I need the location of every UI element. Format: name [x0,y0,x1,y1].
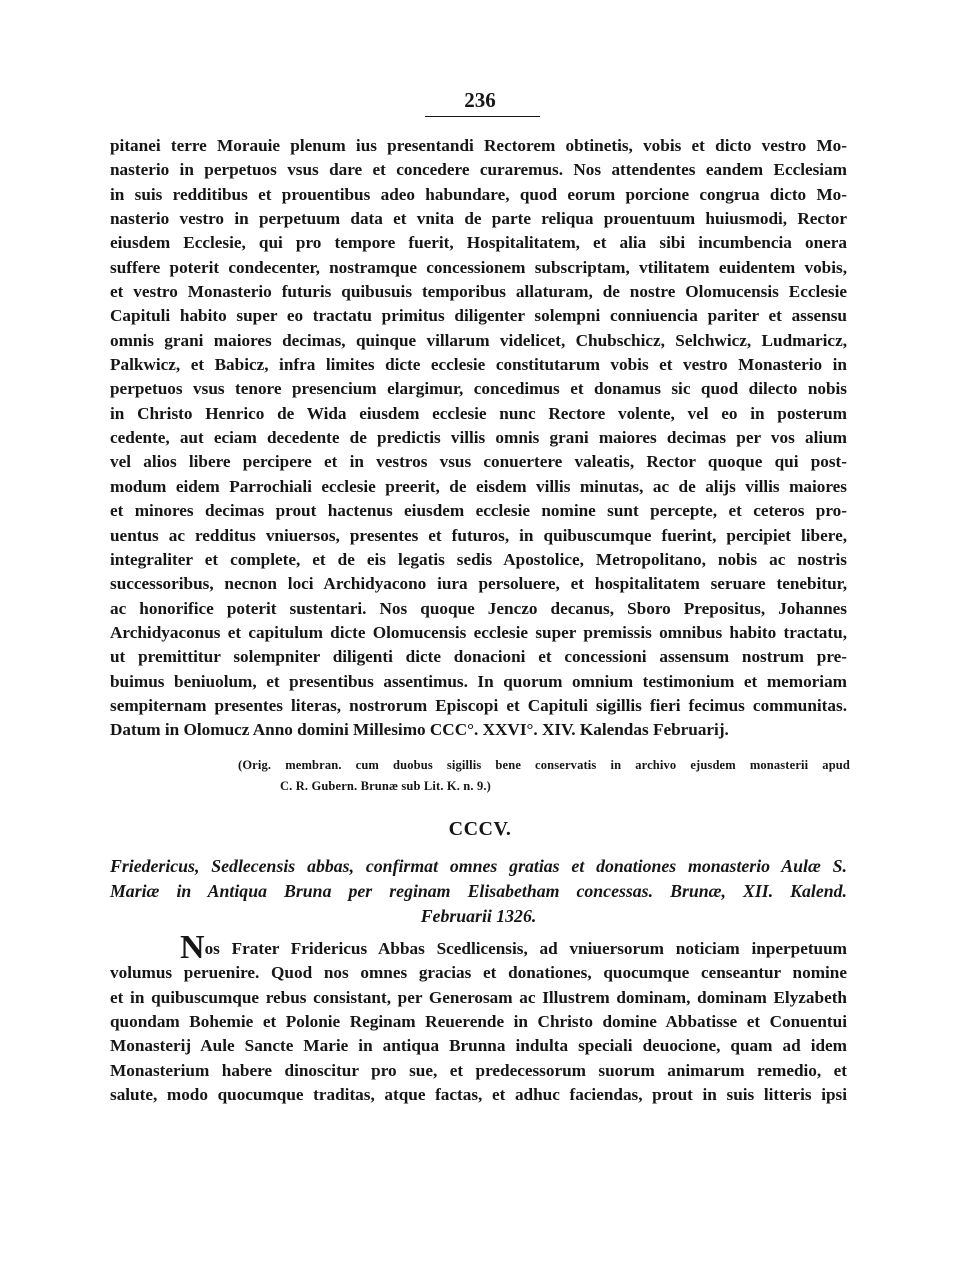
text-line: buimus beniuolum, et presentibus assentimus. In quorum omnium testimonium et memoriam [110,671,847,691]
text-line: et minores decimas prout hactenus eiusdem ecclesie nomine sunt percepte, et ceteros pro- [110,501,847,521]
document-number: CCCV. [448,818,512,840]
text-line: et in quibuscumque rebus consistant, per Generosam ac Illustrem dominam, dominam Elyzabeth [110,987,847,1007]
text-line: perpetuos vsus tenore presencium elargimur, concedimus et donamus sic quod dilecto nobis [110,379,847,399]
text-line: integraliter et complete, et de eis legatis sedis Apostolice, Metropolitano, nobis ac nostris [110,549,847,569]
text-line: in suis redditibus et prouentibus adeo habundare, quod eorum porcione congrua dicto Mo- [110,184,847,204]
text-line: eiusdem Ecclesie, qui pro tempore fuerit, Hospitalitatem, et alia sibi incumbencia onera [110,233,847,253]
text-line: quondam Bohemie et Polonie Reginam Reuerende in Christo domine Abbatisse et Conuentui [110,1012,847,1032]
heading-line: Friedericus, Sedlecensis abbas, confirmat omnes gratias et donationes monasterio Aulæ S. [110,856,847,876]
source-note-line: (Orig. membran. cum duobus sigillis bene conservatis in archivo ejusdem monasterii apud [238,758,850,772]
text-line: Monasterium habere dinoscitur pro sue, et predecessorum suorum animarum remedio, et [110,1060,847,1080]
body-first-line [110,929,847,966]
text-line: omnis grani maiores decimas, quinque villarum videlicet, Chubschicz, Selchwicz, Ludmaricz, [110,330,847,350]
text-line: et vestro Monasterio futuris quibusuis temporibus allaturam, de nostre Olomucensis Ecclesie [110,282,847,302]
text-line: modum eidem Parrochiali ecclesie preerit, de eisdem villis minutas, ac de alijs villis maiores [110,476,847,496]
text-line: Datum in Olomucz Anno domini Millesimo CCC°. XXVI°. XIV. Kalendas Februarij. [110,720,729,740]
text-line: cedente, aut eciam decedente de predictis villis omnis grani maiores decimas per vos alium [110,428,847,448]
source-note-line: C. R. Gubern. Brunæ sub Lit. K. n. 9.) [280,779,491,793]
text-line: in Christo Henrico de Wida eiusdem ecclesie nunc Rectore volente, vel eo in posterum [110,403,847,423]
text-line: Archidyaconus et capitulum dicte Olomucensis ecclesie super premissis omnibus habito tractatu, [110,622,847,642]
text-line: salute, modo quocumque traditas, atque factas, et adhuc faciendas, prout in suis litteris ipsi [110,1085,847,1105]
text-line: vel alios libere percipere et in vestros vsus conuertere valeatis, Rector quoque qui post- [110,452,847,472]
text-line: pitanei terre Morauie plenum ius presentandi Rectorem obtinetis, vobis et dicto vestro Mo- [110,136,847,155]
text-line: sempiternam presentes literas, nostrorum Episcopi et Capituli sigillis fieri fecimus communitas. [110,695,847,715]
initial-letter: N [180,929,205,966]
text-line: nasterio in perpetuos vsus dare et concedere curaremus. Nos attendentes eandem Ecclesiam [110,160,847,180]
text-line: Monasterij Aule Sancte Marie in antiqua Brunna indulta speciali deuocione, quam ad idem [110,1036,847,1056]
text-line: nasterio vestro in perpetuum data et vnita de parte reliqua prouentuum huiusmodi, Rector [110,209,847,229]
document-body [110,929,847,1107]
text-line: suffere poterit condecenter, nostramque concessionem subscriptam, vtilitatem euidentem vobis, [110,257,847,277]
document-heading [110,854,847,929]
page-number: 236 [464,88,496,112]
heading-line: Mariæ in Antiqua Bruna per reginam Elisabetham concessas. Brunæ, XII. Kalend. [110,881,847,901]
text-line: Capituli habito super eo tractatu primitus diligenter solempni conniuencia pariter et assensu [110,306,847,326]
main-text-block [110,134,847,743]
text-line: ut premittitur solempniter diligenti dicte donacioni et concessioni assensum nostrum pre- [110,647,847,667]
text-line: uentus ac redditus vniuersos, presentes et futuros, in quibuscumque fuerint, percipiet libere, [110,525,847,545]
text-line: ac honorifice poterit sustentari. Nos quoque Jenczo decanus, Sboro Prepositus, Johannes [110,598,847,618]
heading-line: Februarii 1326. [420,906,537,926]
text-line: successoribus, necnon loci Archidyacono iura persoluere, et hospitalitatem seruare tenebitur, [110,574,847,594]
page-number-rule [425,116,540,117]
text-line: volumus peruenire. Quod nos omnes gracias et donationes, quocumque censeantur nomine [110,963,847,983]
first-line-text: os Frater Fridericus Abbas Scedlicensis, ad vniuersorum noticiam inperpetuum [204,939,847,958]
text-line: Palkwicz, et Babicz, infra limites dicte ecclesie constitutarum vobis et vestro Monasterio in [110,355,847,375]
